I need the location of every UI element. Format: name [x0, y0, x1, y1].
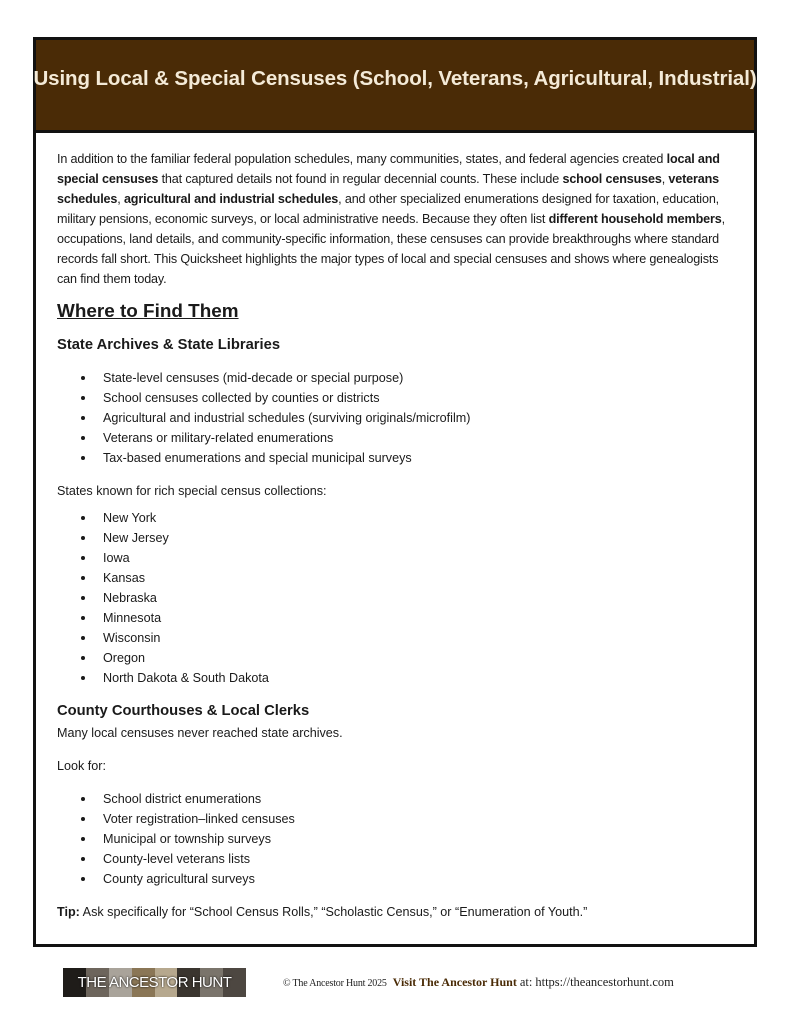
list-item-state: Kansas — [57, 568, 733, 588]
intro-segment: In addition to the familiar federal population schedules, many communities, states, and federal agencies created — [57, 152, 667, 166]
intro-paragraph — [57, 149, 733, 289]
intro-segment-bold: local and special censuses — [57, 152, 720, 186]
at-label: at: — [519, 974, 533, 989]
list-item: Voter registration–linked censuses — [57, 809, 733, 829]
list-item: Tax-based enumerations and special municipal surveys — [57, 448, 733, 468]
intro-segment: , and other specialized enumerations designed for taxation, education, military pensions, economic surveys, or local administrative needs. Because they often list — [57, 192, 720, 226]
tip-note — [57, 902, 733, 922]
website-link[interactable]: https://theancestorhunt.com — [535, 974, 674, 989]
list-item-state: New York — [57, 508, 733, 528]
list-item: County-level veterans lists — [57, 849, 733, 869]
page-header — [33, 40, 757, 133]
list-item: Veterans or military-related enumerations — [57, 428, 733, 448]
list-item-state: Oregon — [57, 648, 733, 668]
list-item-state: Nebraska — [57, 588, 733, 608]
intro-segment-bold: school censuses — [562, 172, 662, 186]
section-heading-text: Where to Find Them — [57, 301, 239, 322]
section-heading-where-to-find — [57, 302, 733, 322]
list-item: School district enumerations — [57, 789, 733, 809]
tip-text: Ask specifically for “School Census Rolls,” “Scholastic Census,” or “Enumeration of Youth.” — [79, 905, 588, 919]
list-item: Agricultural and industrial schedules (surviving originals/microfilm) — [57, 408, 733, 428]
subheading-state-archives: State Archives & State Libraries — [57, 337, 281, 353]
tip-label: Tip: — [57, 905, 80, 919]
list-item: School censuses collected by counties or districts — [57, 388, 733, 408]
intro-segment-bold: different household members — [548, 212, 722, 226]
content-body — [36, 133, 754, 922]
list-item-state: Wisconsin — [57, 628, 733, 648]
subheading-county-courthouses: County Courthouses & Local Clerks — [57, 703, 310, 719]
copyright-text: © The Ancestor Hunt 2025 — [283, 977, 387, 989]
visit-label: Visit The Ancestor Hunt — [392, 974, 517, 989]
footer-credit — [283, 975, 674, 990]
intro-segment: , — [661, 172, 669, 186]
list-item-state: Minnesota — [57, 608, 733, 628]
county-note: Many local censuses never reached state archives. — [57, 726, 343, 740]
logo-text: THE ANCESTOR HUNT — [77, 973, 232, 991]
intro-segment-bold: veterans schedules — [57, 172, 720, 206]
list-item-state: New Jersey — [57, 528, 733, 548]
intro-segment: , occupations, land details, and community-specific information, these censuses can provide breakthroughs where standard records fall short. This Quicksheet highlights the major types of local and special censuses and shows where genealogists can find them today. — [57, 212, 725, 286]
state-archives-list — [57, 368, 733, 468]
page-title: Using Local & Special Censuses (School, Veterans, Agricultural, Industrial) — [33, 67, 757, 90]
look-for-label: Look for: — [57, 759, 107, 773]
states-list — [57, 508, 733, 688]
ancestor-hunt-logo[interactable] — [63, 968, 246, 997]
list-item: Municipal or township surveys — [57, 829, 733, 849]
list-item: County agricultural surveys — [57, 869, 733, 889]
intro-segment: , — [117, 192, 124, 206]
intro-segment: that captured details not found in regular decennial counts. These include — [158, 172, 563, 186]
list-item-state: North Dakota & South Dakota — [57, 668, 733, 688]
quicksheet-panel — [33, 37, 757, 947]
county-list — [57, 789, 733, 889]
list-item: State-level censuses (mid-decade or special purpose) — [57, 368, 733, 388]
states-label: States known for rich special census collections: — [57, 484, 327, 498]
page-footer — [63, 967, 733, 997]
list-item-state: Iowa — [57, 548, 733, 568]
intro-segment-bold: agricultural and industrial schedules — [123, 192, 339, 206]
